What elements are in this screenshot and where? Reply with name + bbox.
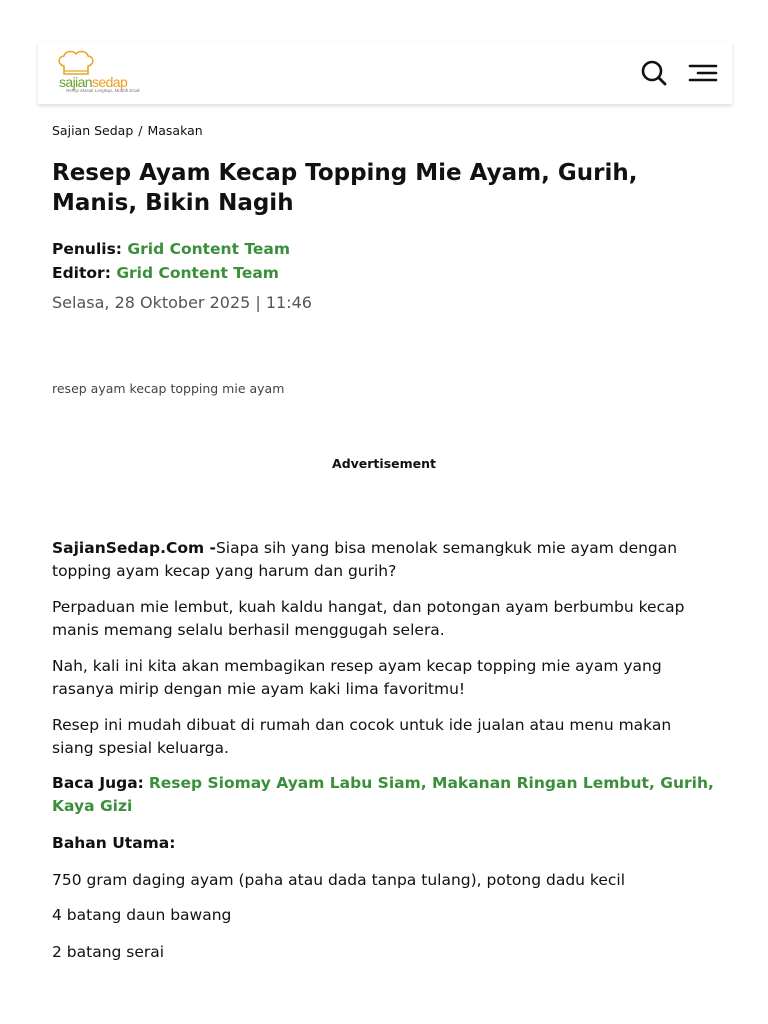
editor-link[interactable]: Grid Content Team xyxy=(116,264,279,282)
site-logo[interactable] xyxy=(54,50,148,96)
ingredients-heading-text: Bahan Utama: xyxy=(52,834,176,852)
ingredient-item: 4 batang daun bawang xyxy=(52,906,232,924)
advertisement-label: Advertisement xyxy=(332,456,436,471)
breadcrumb-home-link[interactable]: Sajian Sedap xyxy=(52,123,134,138)
breadcrumb-category-link[interactable]: Masakan xyxy=(147,123,203,138)
search-icon[interactable] xyxy=(640,59,668,87)
article-title: Resep Ayam Kecap Topping Mie Ayam, Gurih, Manis, Bikin Nagih xyxy=(52,160,638,216)
paragraph-2: Perpaduan mie lembut, kuah kaldu hangat, dan potongan ayam berbumbu kecap manis memang selalu berhasil menggugah selera. xyxy=(52,598,685,639)
logo-wordmark-part1: sajian xyxy=(59,74,92,90)
editor-label: Editor: xyxy=(52,264,111,282)
logo-tagline: Resep Masak Lengkap, Mudah Enak xyxy=(66,88,140,93)
publish-date: Selasa, 28 Oktober 2025 | 11:46 xyxy=(52,293,312,312)
site-header xyxy=(38,42,732,104)
intro-source: SajianSedap.Com - xyxy=(52,539,216,557)
paragraph-4: Resep ini mudah dibuat di rumah dan cocok untuk ide jualan atau menu makan siang spesial keluarga. xyxy=(52,716,672,757)
ingredients-heading xyxy=(52,832,716,855)
read-also xyxy=(52,772,716,818)
paragraph-3: Nah, kali ini kita akan membagikan resep ayam kecap topping mie ayam yang rasanya mirip dengan mie ayam kaki lima favoritmu! xyxy=(52,657,662,698)
read-also-link[interactable]: Resep Siomay Ayam Labu Siam, Makanan Ringan Lembut, Gurih, Kaya Gizi xyxy=(52,774,714,815)
read-also-label: Baca Juga: xyxy=(52,774,144,792)
writer-line xyxy=(52,240,290,258)
breadcrumb xyxy=(52,123,203,138)
ingredient-item: 750 gram daging ayam (paha atau dada tanpa tulang), potong dadu kecil xyxy=(52,871,626,889)
editor-line xyxy=(52,264,279,282)
intro-paragraph xyxy=(52,537,716,583)
breadcrumb-separator: / xyxy=(138,123,143,138)
ingredient-item: 2 batang serai xyxy=(52,943,165,961)
writer-label: Penulis: xyxy=(52,240,122,258)
hamburger-menu-icon[interactable] xyxy=(686,62,718,86)
logo-wordmark-part2: sedap xyxy=(91,74,128,90)
intro-text: Siapa sih yang bisa menolak semangkuk mie ayam dengan topping ayam kecap yang harum dan gurih? xyxy=(52,539,678,580)
writer-link[interactable]: Grid Content Team xyxy=(127,240,291,258)
image-caption: resep ayam kecap topping mie ayam xyxy=(52,381,285,396)
